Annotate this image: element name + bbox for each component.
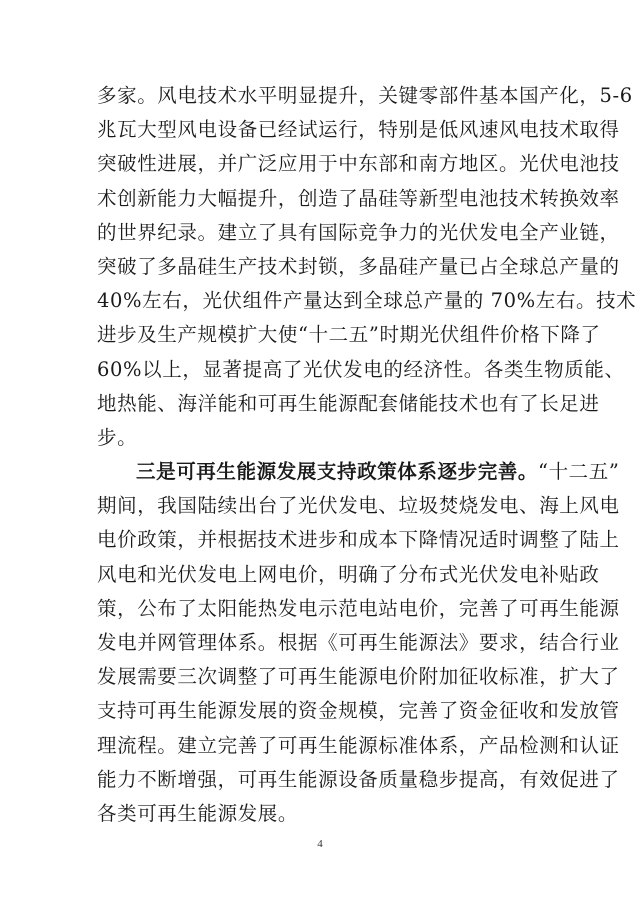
text-line: 突破了多晶硅生产技术封锁，多晶硅产量已占全球总产量的 — [97, 254, 620, 278]
text-line: 风电和光伏发电上网电价，明确了分布式光伏发电补贴政 — [97, 562, 600, 586]
text-line: 突破性进展，并广泛应用于中东部和南方地区。光伏电池技 — [97, 152, 620, 176]
text-line-first — [97, 455, 620, 489]
paragraph-policy-system — [97, 455, 620, 831]
text-line: 期间，我国陆续出台了光伏发电、垃圾焚烧发电、海上风电 — [97, 494, 620, 518]
paragraph-heading: 三是可再生能源发展支持政策体系逐步完善。 — [136, 460, 539, 483]
text-line: 地热能、海洋能和可再生能源配套储能技术也有了长足进 — [97, 391, 600, 415]
text-line: 发电并网管理体系。根据《可再生能源法》要求，结合行业 — [97, 630, 620, 654]
text-line: 40%左右，光伏组件产量达到全球总产量的 70%左右。技术 — [97, 289, 637, 313]
text-fragment: “十二五” — [538, 460, 620, 483]
text-line: 发展需要三次调整了可再生能源电价附加征收标准，扩大了 — [97, 665, 620, 689]
text-line: 能力不断增强，可再生能源设备质量稳步提高，有效促进了 — [97, 767, 620, 791]
text-line: 术创新能力大幅提升，创造了晶硅等新型电池技术转换效率 — [97, 186, 620, 210]
paragraph-technology-progress — [97, 79, 637, 455]
text-line: 兆瓦大型风电设备已经试运行，特别是低风速风电技术取得 — [97, 118, 620, 142]
text-line: 支持可再生能源发展的资金规模，完善了资金征收和发放管 — [97, 699, 620, 723]
text-line: 各类可再生能源发展。 — [97, 801, 299, 825]
text-line: 进步及生产规模扩大使“十二五”时期光伏组件价格下降了 — [97, 323, 601, 347]
text-line: 电价政策，并根据技术进步和成本下降情况适时调整了陆上 — [97, 528, 620, 552]
page-number: 4 — [317, 838, 323, 850]
text-line: 的世界纪录。建立了具有国际竞争力的光伏发电全产业链， — [97, 220, 620, 244]
text-line: 步。 — [97, 425, 138, 449]
text-line: 60%以上，显著提高了光伏发电的经济性。各类生物质能、 — [97, 357, 625, 381]
text-line: 理流程。建立完善了可再生能源标准体系，产品检测和认证 — [97, 733, 620, 757]
text-line: 多家。风电技术水平明显提升，关键零部件基本国产化，5-6 — [97, 84, 633, 107]
text-line: 策，公布了太阳能热发电示范电站电价，完善了可再生能源 — [97, 596, 620, 620]
